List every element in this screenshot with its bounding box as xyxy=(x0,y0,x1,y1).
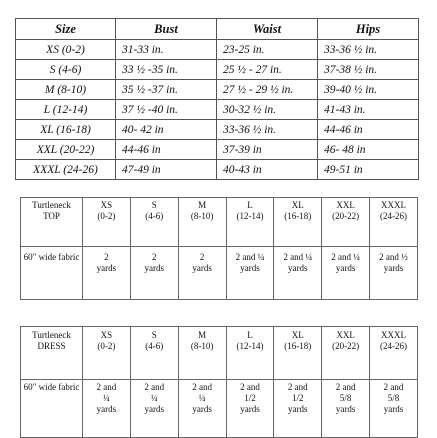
waist-cell: 40-43 in xyxy=(217,160,318,180)
dress-fabric-row xyxy=(21,380,418,438)
dress-garment-label: Turtleneck DRESS xyxy=(21,327,83,380)
size-cell: M (8-10) xyxy=(16,80,116,100)
dress-fabric-amount-cell: 2 and 5/8 yards xyxy=(370,380,418,438)
bust-header: Bust xyxy=(116,19,217,40)
dress-fabric-amount-cell: 2 and ¼ yards xyxy=(83,380,131,438)
top-fabric-label: 60" wide fabric xyxy=(21,247,83,300)
top-size-row xyxy=(21,198,418,247)
bust-cell: 44-46 in xyxy=(116,140,217,160)
top-fabric-amount-cell: 2 and ½ yards xyxy=(370,247,418,300)
top-size-cell: XXL (20-22) xyxy=(322,198,370,247)
top-fabric-amount-cell: 2 and ¼ yards xyxy=(274,247,322,300)
dress-size-cell: XL (16-18) xyxy=(274,327,322,380)
top-fabric-row xyxy=(21,247,418,300)
dress-size-row xyxy=(21,327,418,380)
size-chart-row xyxy=(16,100,419,120)
size-chart-table xyxy=(15,18,419,180)
hips-cell: 33-36 ½ in. xyxy=(318,40,419,60)
top-size-cell: XS (0-2) xyxy=(83,198,131,247)
size-cell: XL (16-18) xyxy=(16,120,116,140)
size-cell: XXXL (24-26) xyxy=(16,160,116,180)
hips-cell: 39-40 ½ in. xyxy=(318,80,419,100)
size-header: Size xyxy=(16,19,116,40)
hips-cell: 37-38 ½ in. xyxy=(318,60,419,80)
dress-fabric-amount-cell: 2 and 1/2 yards xyxy=(226,380,274,438)
bust-cell: 31-33 in. xyxy=(116,40,217,60)
dress-size-cell: L (12-14) xyxy=(226,327,274,380)
waist-cell: 27 ½ - 29 ½ in. xyxy=(217,80,318,100)
bust-cell: 40- 42 in xyxy=(116,120,217,140)
top-fabric-amount-cell: 2 yards xyxy=(83,247,131,300)
hips-cell: 49-51 in xyxy=(318,160,419,180)
size-chart-header-row xyxy=(16,19,419,40)
waist-cell: 30-32 ½ in. xyxy=(217,100,318,120)
dress-fabric-label: 60" wide fabric xyxy=(21,380,83,438)
dress-fabric-amount-cell: 2 and ¼ yards xyxy=(130,380,178,438)
bust-cell: 37 ½ -40 in. xyxy=(116,100,217,120)
dress-size-cell: XS (0-2) xyxy=(83,327,131,380)
size-chart-row xyxy=(16,120,419,140)
bust-cell: 35 ½ -37 in. xyxy=(116,80,217,100)
size-chart-row xyxy=(16,160,419,180)
dress-size-cell: XXL (20-22) xyxy=(322,327,370,380)
bust-cell: 47-49 in xyxy=(116,160,217,180)
size-cell: XS (0-2) xyxy=(16,40,116,60)
turtleneck-dress-fabric-table xyxy=(20,326,418,438)
top-fabric-amount-cell: 2 yards xyxy=(130,247,178,300)
waist-cell: 33-36 ½ in. xyxy=(217,120,318,140)
waist-cell: 25 ½ - 27 in. xyxy=(217,60,318,80)
hips-header: Hips xyxy=(318,19,419,40)
bust-cell: 33 ½ -35 in. xyxy=(116,60,217,80)
hips-cell: 41-43 in. xyxy=(318,100,419,120)
top-size-cell: XL (16-18) xyxy=(274,198,322,247)
size-chart-row xyxy=(16,80,419,100)
top-size-cell: XXXL (24-26) xyxy=(370,198,418,247)
dress-fabric-amount-cell: 2 and 5/8 yards xyxy=(322,380,370,438)
size-cell: S (4-6) xyxy=(16,60,116,80)
dress-fabric-amount-cell: 2 and 1/2 yards xyxy=(274,380,322,438)
size-cell: XXL (20-22) xyxy=(16,140,116,160)
waist-cell: 37-39 in xyxy=(217,140,318,160)
top-size-cell: L (12-14) xyxy=(226,198,274,247)
dress-fabric-amount-cell: 2 and ¼ yards xyxy=(178,380,226,438)
top-size-cell: M (8-10) xyxy=(178,198,226,247)
top-garment-label: Turtleneck TOP xyxy=(21,198,83,247)
top-fabric-amount-cell: 2 and ¼ yards xyxy=(322,247,370,300)
size-cell: L (12-14) xyxy=(16,100,116,120)
waist-header: Waist xyxy=(217,19,318,40)
dress-size-cell: XXXL (24-26) xyxy=(370,327,418,380)
turtleneck-top-fabric-table xyxy=(20,197,418,300)
size-chart-row xyxy=(16,140,419,160)
dress-size-cell: S (4-6) xyxy=(130,327,178,380)
size-chart-row xyxy=(16,60,419,80)
hips-cell: 46- 48 in xyxy=(318,140,419,160)
waist-cell: 23-25 in. xyxy=(217,40,318,60)
top-fabric-amount-cell: 2 and ¼ yards xyxy=(226,247,274,300)
size-chart-row xyxy=(16,40,419,60)
dress-size-cell: M (8-10) xyxy=(178,327,226,380)
top-size-cell: S (4-6) xyxy=(130,198,178,247)
top-fabric-amount-cell: 2 yards xyxy=(178,247,226,300)
hips-cell: 44-46 in xyxy=(318,120,419,140)
